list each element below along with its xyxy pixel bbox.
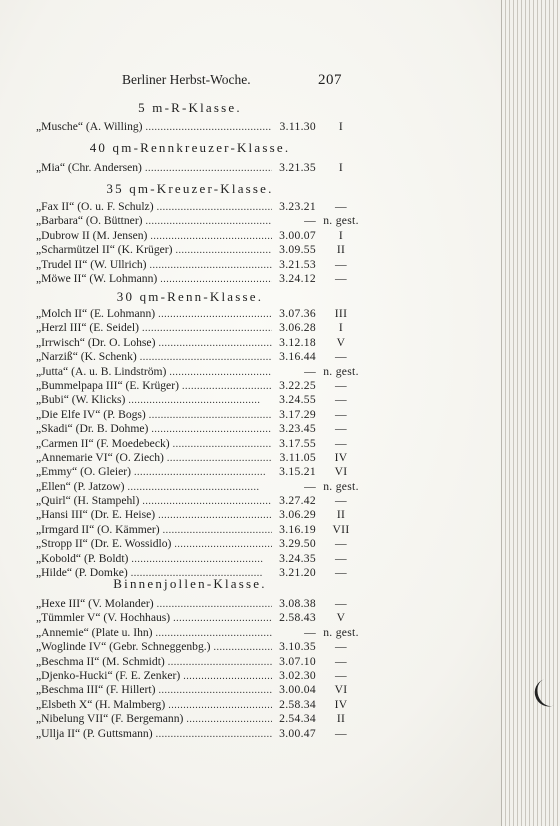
place: — bbox=[335, 200, 347, 213]
results-list bbox=[36, 200, 366, 286]
time: — bbox=[304, 625, 316, 639]
section-title: 5 m-R-Klasse. bbox=[138, 100, 242, 115]
result-row bbox=[36, 307, 366, 321]
dot-leader bbox=[147, 229, 272, 244]
dot-leader bbox=[131, 465, 272, 480]
place: — bbox=[335, 393, 347, 407]
dot-leader bbox=[183, 712, 272, 727]
results-list bbox=[36, 120, 366, 134]
dot-leader bbox=[147, 258, 272, 273]
time: 3.21.20 bbox=[279, 566, 316, 580]
dot-leader bbox=[155, 683, 272, 698]
result-row bbox=[36, 408, 366, 422]
dot-leader bbox=[165, 698, 272, 713]
boat-and-owner: „Beschma III“ (F. Hillert) bbox=[36, 683, 156, 697]
boat-and-owner: „Bummelpapa III“ (E. Krüger) bbox=[36, 378, 179, 392]
boat-and-owner: „Irmgard II“ (O. Kämmer) bbox=[36, 522, 160, 536]
dot-leader bbox=[146, 408, 272, 423]
time: 3.06.29 bbox=[279, 508, 316, 522]
time: 3.24.12 bbox=[279, 271, 316, 285]
time: 3.17.29 bbox=[279, 407, 316, 421]
boat-and-owner: „Annemie“ (Plate u. Ihn) bbox=[36, 625, 153, 639]
place: — bbox=[335, 407, 347, 421]
section-title: Binnenjollen-Klasse. bbox=[113, 576, 267, 591]
boat-and-owner: „Woglinde IV“ (Gebr. Schneggenbg.) bbox=[36, 640, 211, 654]
dot-leader bbox=[139, 494, 272, 509]
result-row bbox=[36, 552, 366, 566]
result-row bbox=[36, 336, 366, 350]
time: 3.11.05 bbox=[279, 450, 316, 464]
place: n. gest. bbox=[323, 214, 359, 228]
time: 3.02.30 bbox=[279, 668, 316, 682]
result-row bbox=[36, 537, 366, 551]
boat-and-owner: „Ellen“ (P. Jatzow) bbox=[36, 479, 125, 493]
time: 3.21.35 bbox=[279, 161, 316, 174]
result-row bbox=[36, 611, 366, 625]
running-header bbox=[122, 72, 342, 89]
boat-and-owner: „Elsbeth X“ (H. Malmberg) bbox=[36, 697, 166, 711]
boat-and-owner: „Annemarie VI“ (O. Ziech) bbox=[36, 450, 164, 464]
boat-and-owner: „Bubi“ (W. Klicks) bbox=[36, 393, 126, 407]
boat-and-owner: „Mia“ (Chr. Andersen) bbox=[36, 161, 142, 174]
boat-and-owner: „Trudel II“ (W. Ullrich) bbox=[36, 257, 147, 271]
place: n. gest. bbox=[323, 364, 359, 378]
time: 2.58.43 bbox=[279, 611, 316, 625]
boat-and-owner: „Hansi III“ (Dr. E. Heise) bbox=[36, 508, 156, 522]
time: 3.16.44 bbox=[279, 350, 316, 364]
time: 3.15.21 bbox=[279, 465, 316, 479]
time: 3.23.45 bbox=[279, 422, 316, 436]
time: 3.11.30 bbox=[279, 120, 316, 133]
place: III bbox=[334, 307, 348, 320]
boat-and-owner: „Carmen II“ (F. Moedebeck) bbox=[36, 436, 170, 450]
place: — bbox=[335, 726, 347, 740]
time: 3.09.55 bbox=[279, 243, 316, 257]
place: V bbox=[336, 335, 346, 349]
result-row bbox=[36, 258, 366, 272]
dot-leader bbox=[154, 597, 272, 612]
result-row bbox=[36, 365, 366, 379]
place: — bbox=[335, 640, 347, 654]
time: 3.17.55 bbox=[279, 436, 316, 450]
dot-leader bbox=[170, 611, 272, 626]
place: — bbox=[335, 654, 347, 668]
dot-leader bbox=[155, 508, 272, 523]
dot-leader bbox=[142, 161, 272, 176]
time: 3.23.21 bbox=[279, 200, 316, 213]
time: 3.16.19 bbox=[279, 522, 316, 536]
result-row bbox=[36, 393, 366, 407]
boat-and-owner: „Jutta“ (A. u. B. Lindström) bbox=[36, 364, 167, 378]
time: 2.54.34 bbox=[279, 712, 316, 726]
result-row bbox=[36, 465, 366, 479]
boat-and-owner: „Fax II“ (O. u. F. Schulz) bbox=[36, 200, 154, 213]
place: — bbox=[335, 378, 347, 392]
dot-leader bbox=[137, 350, 272, 365]
boat-and-owner: „Die Elfe IV“ (P. Bogs) bbox=[36, 407, 146, 421]
place: I bbox=[338, 120, 344, 133]
boat-and-owner: „Djenko-Hucki“ (F. E. Zenker) bbox=[36, 668, 181, 682]
boat-and-owner: „Ullja II“ (P. Guttsmann) bbox=[36, 726, 153, 740]
dot-leader bbox=[128, 552, 272, 567]
place: — bbox=[335, 551, 347, 565]
dot-leader bbox=[172, 243, 272, 258]
result-row bbox=[36, 480, 366, 494]
place: n. gest. bbox=[323, 479, 359, 493]
boat-and-owner: „Beschma II“ (M. Schmidt) bbox=[36, 654, 165, 668]
result-row bbox=[36, 214, 366, 228]
dot-leader bbox=[180, 669, 272, 684]
dot-leader bbox=[166, 365, 272, 380]
place: n. gest. bbox=[323, 625, 359, 639]
results-list bbox=[36, 307, 366, 580]
time: 3.12.18 bbox=[279, 335, 316, 349]
time: 3.24.55 bbox=[279, 393, 316, 407]
place: I bbox=[338, 228, 344, 242]
boat-and-owner: „Tümmler V“ (V. Hochhaus) bbox=[36, 611, 171, 625]
result-row bbox=[36, 321, 366, 335]
result-row bbox=[36, 626, 366, 640]
place: II bbox=[336, 243, 346, 257]
dot-leader bbox=[148, 422, 272, 437]
boat-and-owner: „Skadi“ (Dr. B. Dohme) bbox=[36, 422, 149, 436]
dot-leader bbox=[143, 214, 272, 229]
place: I bbox=[338, 321, 344, 335]
dot-leader bbox=[143, 120, 272, 135]
result-row bbox=[36, 494, 366, 508]
place: — bbox=[335, 271, 347, 285]
place: — bbox=[335, 350, 347, 364]
boat-and-owner: „Barbara“ (O. Büttner) bbox=[36, 214, 143, 228]
place: — bbox=[335, 494, 347, 508]
place: — bbox=[335, 436, 347, 450]
section-title: 30 qm-Renn-Klasse. bbox=[116, 289, 264, 304]
dot-leader bbox=[154, 200, 272, 215]
time: 3.29.50 bbox=[279, 537, 316, 551]
result-row bbox=[36, 379, 366, 393]
result-row bbox=[36, 229, 366, 243]
boat-and-owner: „Nibelung VII“ (F. Bergemann) bbox=[36, 712, 184, 726]
results-list bbox=[36, 597, 366, 741]
result-row bbox=[36, 451, 366, 465]
dot-leader bbox=[171, 537, 272, 552]
dot-leader bbox=[139, 321, 272, 336]
time: — bbox=[304, 364, 316, 378]
place: IV bbox=[334, 450, 348, 464]
place: VII bbox=[332, 522, 350, 536]
result-row bbox=[36, 655, 366, 669]
boat-and-owner: „Dubrow II (M. Jensen) bbox=[36, 228, 148, 242]
boat-and-owner: „Stropp II“ (Dr. E. Wossidlo) bbox=[36, 537, 172, 551]
time: 3.07.10 bbox=[279, 654, 316, 668]
result-row bbox=[36, 272, 366, 286]
section-title: 35 qm-Kreuzer-Klasse. bbox=[106, 181, 274, 196]
dot-leader bbox=[165, 655, 272, 670]
dot-leader bbox=[160, 523, 272, 538]
place: II bbox=[336, 508, 346, 522]
place: — bbox=[335, 668, 347, 682]
boat-and-owner: „Narziß“ (K. Schenk) bbox=[36, 350, 137, 364]
place: — bbox=[335, 566, 347, 580]
page-number: 207 bbox=[318, 72, 342, 88]
results-list bbox=[36, 161, 366, 175]
time: 3.00.07 bbox=[279, 228, 316, 242]
time: 2.58.34 bbox=[279, 697, 316, 711]
dot-leader bbox=[211, 640, 272, 655]
time: 3.22.25 bbox=[279, 378, 316, 392]
result-row bbox=[36, 698, 366, 712]
result-row bbox=[36, 508, 366, 522]
result-row bbox=[36, 243, 366, 257]
boat-and-owner: „Emmy“ (O. Gleier) bbox=[36, 465, 131, 479]
dot-leader bbox=[153, 626, 272, 641]
result-row bbox=[36, 120, 366, 134]
time: 3.24.35 bbox=[279, 551, 316, 565]
result-row bbox=[36, 523, 366, 537]
place: VI bbox=[334, 683, 348, 697]
boat-and-owner: „Hilde“ (P. Domke) bbox=[36, 566, 128, 580]
place: IV bbox=[334, 697, 348, 711]
boat-and-owner: „Herzl III“ (E. Seidel) bbox=[36, 321, 139, 335]
dot-leader bbox=[155, 336, 272, 351]
boat-and-owner: „Hexe III“ (V. Molander) bbox=[36, 597, 154, 610]
dot-leader bbox=[155, 307, 272, 322]
place: VI bbox=[334, 465, 348, 479]
result-row bbox=[36, 712, 366, 726]
section-title: 40 qm-Rennkreuzer-Klasse. bbox=[89, 140, 291, 155]
boat-and-owner: „Quirl“ (H. Stampehl) bbox=[36, 494, 140, 508]
boat-and-owner: „Irrwisch“ (Dr. O. Lohse) bbox=[36, 335, 156, 349]
result-row bbox=[36, 727, 366, 741]
dot-leader bbox=[157, 272, 272, 287]
result-row bbox=[36, 350, 366, 364]
result-row bbox=[36, 683, 366, 697]
boat-and-owner: „Scharmützel II“ (K. Krüger) bbox=[36, 243, 173, 257]
place: I bbox=[338, 161, 344, 174]
time: 3.00.04 bbox=[279, 683, 316, 697]
dot-leader bbox=[125, 393, 272, 408]
boat-and-owner: „Musche“ (A. Willing) bbox=[36, 120, 143, 133]
result-row bbox=[36, 640, 366, 654]
place: — bbox=[335, 537, 347, 551]
result-row bbox=[36, 200, 366, 214]
dot-leader bbox=[125, 480, 272, 495]
result-row bbox=[36, 422, 366, 436]
place: — bbox=[335, 257, 347, 271]
time: 3.06.28 bbox=[279, 321, 316, 335]
boat-and-owner: „Molch II“ (E. Lohmann) bbox=[36, 307, 156, 320]
place: — bbox=[335, 597, 347, 610]
boat-and-owner: „Möwe II“ (W. Lohmann) bbox=[36, 271, 158, 285]
result-row bbox=[36, 597, 366, 611]
dot-leader bbox=[179, 379, 272, 394]
place: II bbox=[336, 712, 346, 726]
place: — bbox=[335, 422, 347, 436]
time: 3.08.38 bbox=[279, 597, 316, 610]
boat-and-owner: „Kobold“ (P. Boldt) bbox=[36, 551, 129, 565]
result-row bbox=[36, 669, 366, 683]
dot-leader bbox=[170, 437, 272, 452]
result-row bbox=[36, 161, 366, 175]
time: — bbox=[304, 214, 316, 228]
time: 3.27.42 bbox=[279, 494, 316, 508]
dot-leader bbox=[153, 727, 272, 742]
time: 3.00.47 bbox=[279, 726, 316, 740]
result-row bbox=[36, 437, 366, 451]
dot-leader bbox=[164, 451, 272, 466]
place: V bbox=[336, 611, 346, 625]
time: — bbox=[304, 479, 316, 493]
time: 3.07.36 bbox=[279, 307, 316, 320]
time: 3.10.35 bbox=[279, 640, 316, 654]
time: 3.21.53 bbox=[279, 257, 316, 271]
running-title: Berliner Herbst-Woche. bbox=[122, 72, 251, 87]
